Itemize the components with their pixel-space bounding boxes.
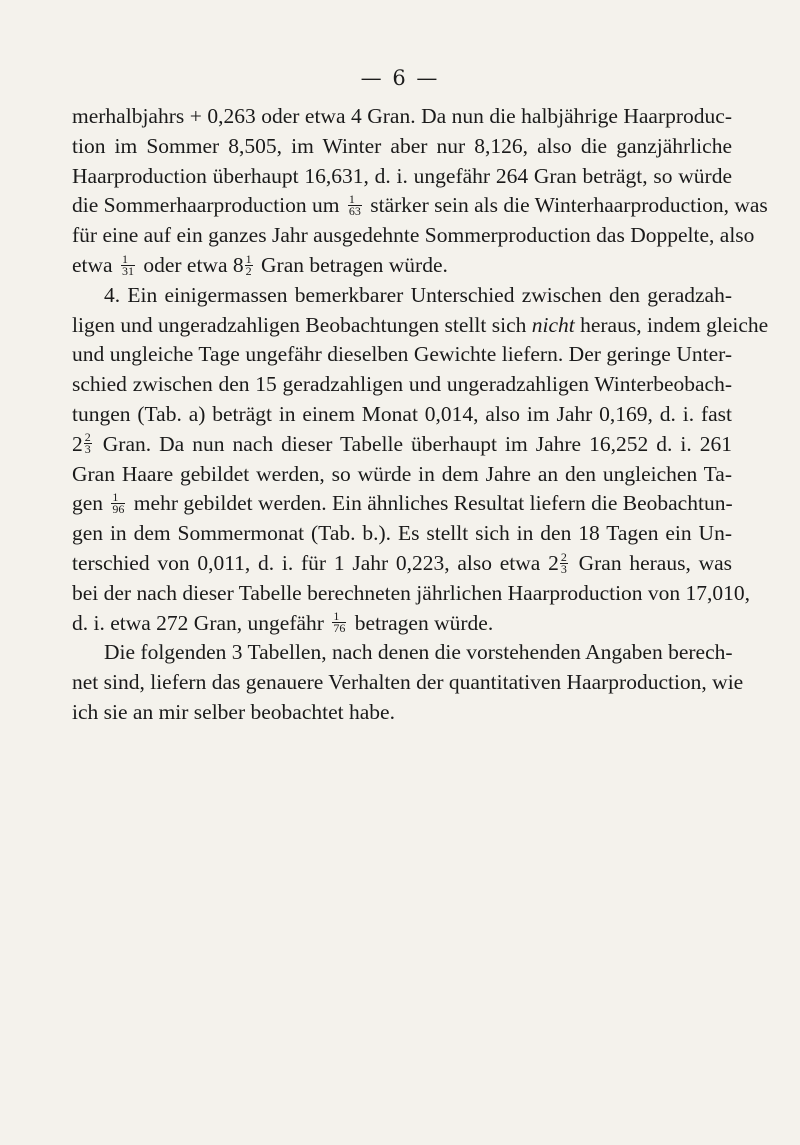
text-line: merhalbjahrs + 0,263 oder etwa 4 Gran. Da nun die halbjährige Haarproduc- <box>72 104 732 128</box>
text-line: 2 $\frac{2}{3}$ Gran. Da nun nach dieser Tabelle überhaupt im Jahre 16,252 d. i. 261 <box>72 430 732 457</box>
text-line: schied zwischen den 15 geradzahligen und ungeradzahligen Winterbeobach- <box>72 372 732 397</box>
fraction: $\frac{1}{76}$ <box>333 609 346 636</box>
text-line: 4. Ein einigermassen bemerkbarer Unterschied zwischen den geradzah- <box>104 282 732 307</box>
text-line: tungen (Tab. a) beträgt in einem Monat 0,014, also im Jahr 0,169, d. i. fast <box>72 401 732 426</box>
text-line: terschied von 0,011, d. i. für 1 Jahr 0,223, also etwa 2 $\frac{2}{3}$ Gran heraus, was <box>72 549 733 576</box>
body-text <box>72 102 769 728</box>
fraction: $\frac{1}{31}$ <box>121 251 134 278</box>
emphasis: nicht <box>531 312 575 337</box>
text-line: ligen und ungeradzahligen Beobachtungen stellt sich nicht heraus, indem gleiche <box>72 312 769 337</box>
text-line: ich sie an mir selber beobachtet habe. <box>72 699 395 724</box>
fraction: $\frac{1}{63}$ <box>348 191 361 218</box>
text-line: die Sommerhaarproduction um $\frac{1}{63}$ stärker sein als die Winterhaarproduction, was <box>72 191 768 218</box>
text-line: und ungleiche Tage ungefähr dieselben Gewichte liefern. Der geringe Unter- <box>72 342 732 367</box>
text-line: d. i. etwa 272 Gran, ungefähr $\frac{1}{76}$ betragen würde. <box>72 609 494 636</box>
page-number: — 6 — <box>360 66 440 90</box>
fraction: $\frac{2}{3}$ <box>84 430 91 457</box>
text-line: Die folgenden 3 Tabellen, nach denen die vorstehenden Angaben berech- <box>104 640 733 665</box>
text-line: net sind, liefern das genauere Verhalten der quantitativen Haarproduction, wie <box>72 670 744 695</box>
text-line: gen $\frac{1}{96}$ mehr gebildet werden. Ein ähnliches Resultat liefern die Beobachtun- <box>72 489 733 516</box>
text-line: etwa $\frac{1}{31}$ oder etwa 8 $\frac{1}{2}$ Gran betragen würde. <box>72 251 448 278</box>
text-line: Haarproduction überhaupt 16,631, d. i. ungefähr 264 Gran beträgt, so würde <box>72 163 732 188</box>
text-line: bei der nach dieser Tabelle berechneten jährlichen Haarproduction von 17,010, <box>72 580 751 605</box>
text-line: für eine auf ein ganzes Jahr ausgedehnte Sommerproduction das Doppelte, also <box>72 223 755 248</box>
text-line: gen in dem Sommermonat (Tab. b.). Es stellt sich in den 18 Tagen ein Un- <box>72 521 732 546</box>
fraction: $\frac{2}{3}$ <box>560 549 567 576</box>
text-line: Gran Haare gebildet werden, so würde in dem Jahre an den ungleichen Ta- <box>72 461 732 486</box>
text-line: tion im Sommer 8,505, im Winter aber nur 8,126, also die ganzjährliche <box>72 133 732 158</box>
fraction: $\frac{1}{96}$ <box>112 489 125 516</box>
fraction: $\frac{1}{2}$ <box>245 251 252 278</box>
